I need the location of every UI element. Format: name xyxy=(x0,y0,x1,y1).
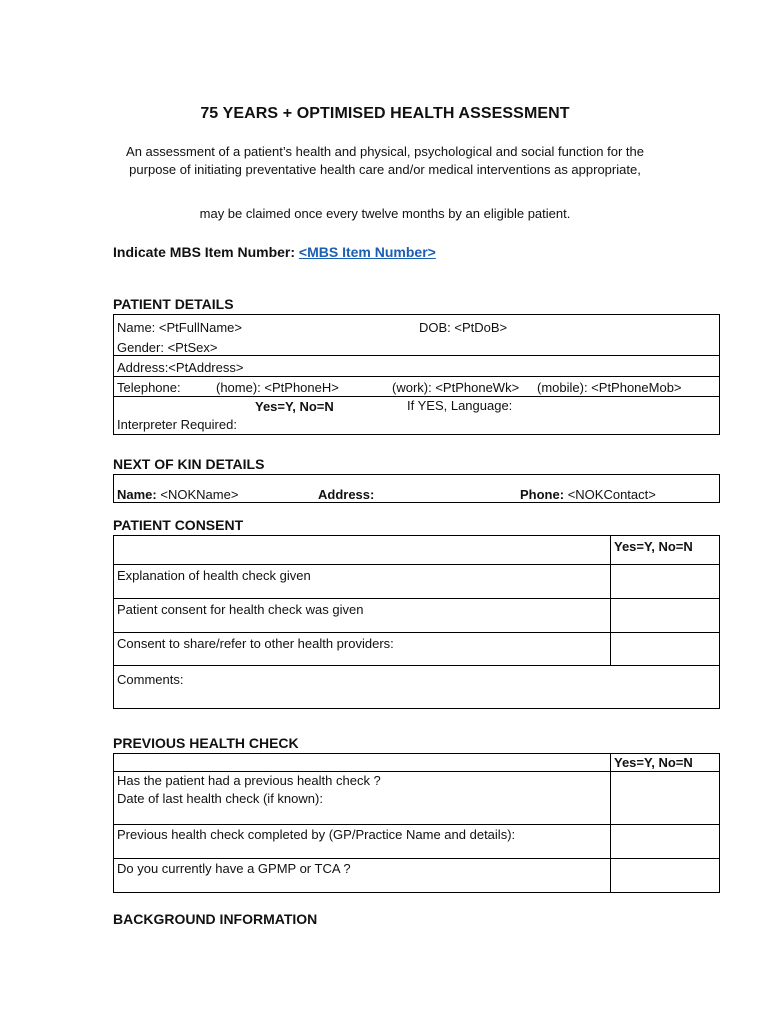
phc-header-row xyxy=(114,754,719,772)
patient-gender-row xyxy=(114,336,719,356)
nok-name-field[interactable] xyxy=(117,487,238,502)
consent-row-label: Patient consent for health check was given xyxy=(117,602,364,617)
phc-row xyxy=(114,859,719,892)
previous-health-check-heading: PREVIOUS HEALTH CHECK xyxy=(113,735,299,751)
phc-row xyxy=(114,825,719,859)
consent-yes-no-header xyxy=(610,536,719,564)
consent-row-label: Consent to share/refer to other health providers: xyxy=(117,636,394,651)
nok-phone-value: <NOKContact> xyxy=(567,487,656,502)
phone-work-field[interactable]: (work): <PtPhoneWk> xyxy=(392,380,520,395)
phone-mobile-field[interactable]: (mobile): <PtPhoneMob> xyxy=(537,380,682,395)
patient-details-table xyxy=(113,314,720,435)
interpreter-row xyxy=(114,415,719,434)
nok-phone-field[interactable] xyxy=(520,487,656,502)
background-information-heading: BACKGROUND INFORMATION xyxy=(113,911,318,927)
patient-consent-table xyxy=(113,535,720,709)
phc-row-label: Previous health check completed by (GP/Practice Name and details): xyxy=(117,827,516,842)
consent-answer-cell[interactable] xyxy=(610,599,719,632)
previous-health-check-table xyxy=(113,753,720,893)
patient-consent-heading: PATIENT CONSENT xyxy=(113,517,244,533)
nok-name-label: Name: xyxy=(117,487,157,502)
mbs-item-line xyxy=(113,244,436,260)
consent-row-label: Explanation of health check given xyxy=(117,568,311,583)
next-of-kin-table xyxy=(113,474,720,503)
consent-comments-row[interactable] xyxy=(114,666,719,708)
yes-no-legend: Yes=Y, No=N xyxy=(255,399,334,414)
nok-address-label[interactable]: Address: xyxy=(318,487,375,502)
consent-row xyxy=(114,599,719,633)
mbs-item-link[interactable]: <MBS Item Number> xyxy=(298,244,436,260)
patient-gender-field[interactable]: Gender: <PtSex> xyxy=(117,340,218,355)
last-health-check-date-label: Date of last health check (if known): xyxy=(117,791,323,806)
consent-answer-cell[interactable] xyxy=(610,565,719,598)
consent-header-row xyxy=(114,536,719,565)
patient-address-field[interactable]: Address:<PtAddress> xyxy=(117,360,244,375)
patient-name-field[interactable]: Name: <PtFullName> xyxy=(117,320,242,335)
patient-dob-field[interactable]: DOB: <PtDoB> xyxy=(419,320,508,335)
nok-name-value: <NOKName> xyxy=(160,487,239,502)
next-of-kin-row xyxy=(114,475,719,502)
phc-yes-no-legend: Yes=Y, No=N xyxy=(614,755,693,770)
interpreter-options-row xyxy=(114,397,719,415)
phc-answer-cell[interactable] xyxy=(610,825,719,858)
phc-row-label: Has the patient had a previous health check ? xyxy=(117,773,381,788)
mbs-label: Indicate MBS Item Number: xyxy=(113,244,296,260)
intro-paragraph: An assessment of a patient’s health and physical, psychological and social function for the purpose of initiating preventative health care and/or medical interventions as appropriate, xyxy=(126,144,644,177)
nok-phone-label: Phone: xyxy=(520,487,565,502)
page-title: 75 YEARS + OPTIMISED HEALTH ASSESSMENT xyxy=(200,105,570,122)
phc-yes-no-header xyxy=(610,754,719,771)
consent-row xyxy=(114,633,719,666)
claim-note: may be claimed once every twelve months by an eligible patient. xyxy=(199,206,571,221)
consent-row xyxy=(114,565,719,599)
phc-answer-cell[interactable] xyxy=(610,772,719,824)
patient-details-heading: PATIENT DETAILS xyxy=(113,296,234,312)
patient-address-row xyxy=(114,356,719,377)
language-field[interactable]: If YES, Language: xyxy=(407,398,513,413)
telephone-label: Telephone: xyxy=(117,380,181,395)
consent-comments-label: Comments: xyxy=(117,672,184,687)
patient-telephone-row xyxy=(114,377,719,397)
consent-answer-cell[interactable] xyxy=(610,633,719,665)
phc-answer-cell[interactable] xyxy=(610,859,719,892)
consent-yes-no-legend: Yes=Y, No=N xyxy=(614,539,693,554)
interpreter-required-field[interactable]: Interpreter Required: xyxy=(117,417,237,432)
patient-name-row xyxy=(114,315,719,336)
next-of-kin-heading: NEXT OF KIN DETAILS xyxy=(113,456,265,472)
phone-home-field[interactable]: (home): <PtPhoneH> xyxy=(216,380,339,395)
phc-row-label: Do you currently have a GPMP or TCA ? xyxy=(117,861,351,876)
phc-row xyxy=(114,772,719,825)
